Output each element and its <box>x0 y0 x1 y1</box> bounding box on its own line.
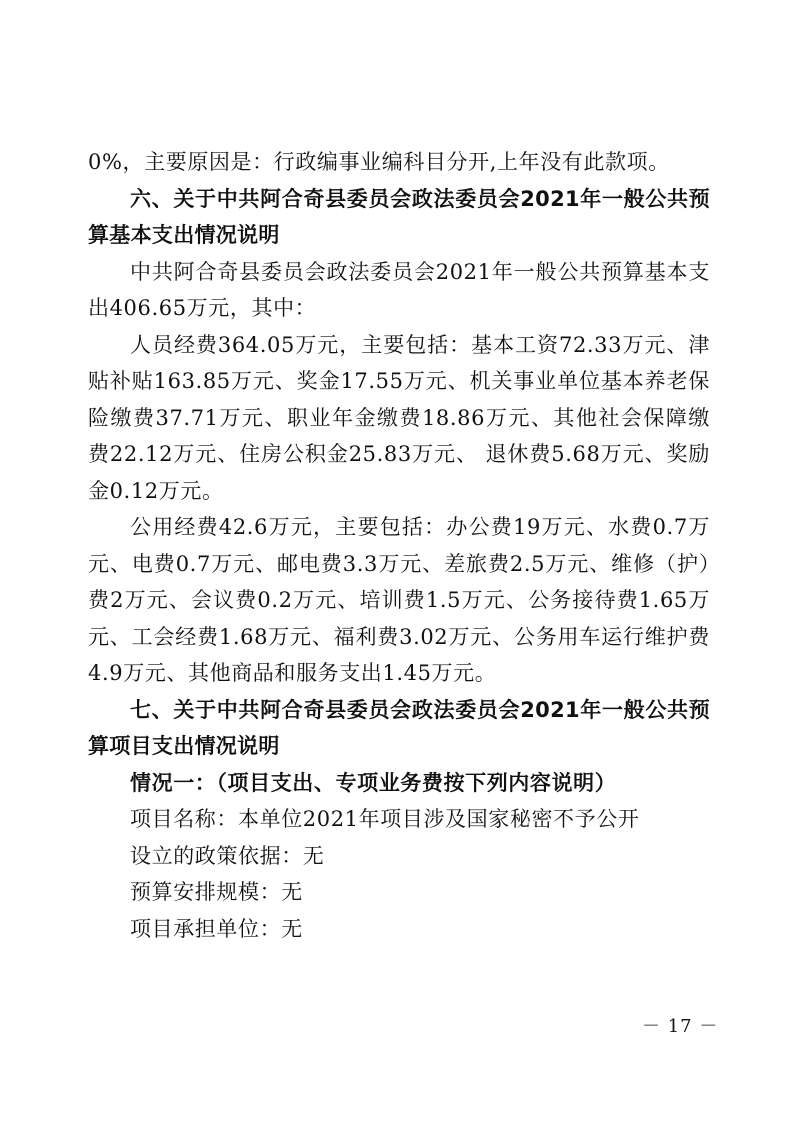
paragraph-personnel-costs: 人员经费364.05万元，主要包括：基本工资72.33万元、津贴补贴163.85万元、奖金17.55万元、机关事业单位基本养老保险缴费37.71万元、职业年金缴费18.86万元、其他社会保障缴费22.12万元、住房公积金25.83万元、 退休费5.68万元、奖励金0.12万元。 <box>88 332 710 503</box>
paragraph-public-costs: 公用经费42.6万元，主要包括：办公费19万元、水费0.7万元、电费0.7万元、邮电费3.3万元、差旅费2.5万元、维修（护）费2万元、会议费0.2万元、培训费1.5万元、公务接待费1.65万元、工会经费1.68万元、福利费3.02万元、公务用车运行维护费4.9万元、其他商品和服务支出1.45万元。 <box>88 515 710 685</box>
policy-basis-line: 设立的政策依据：无 <box>130 843 325 868</box>
paragraph-continuation: 0%，主要原因是：行政编事业编科目分开,上年没有此款项。 <box>88 150 670 174</box>
body-text <box>88 144 710 947</box>
page-number: － 17 － <box>642 1016 719 1037</box>
section-heading-seven: 七、关于中共阿合奇县委员会政法委员会2021年一般公共预算项目支出情况说明 <box>88 697 710 758</box>
undertaking-unit-line: 项目承担单位：无 <box>130 916 303 941</box>
subheading-case-one: 情况一：（项目支出、专项业务费按下列内容说明） <box>130 769 617 795</box>
project-name-line: 项目名称：本单位2021年项目涉及国家秘密不予公开 <box>130 807 640 831</box>
paragraph-basic-expenditure: 中共阿合奇县委员会政法委员会2021年一般公共预算基本支出406.65万元，其中： <box>88 259 710 320</box>
budget-scale-line: 预算安排规模：无 <box>130 880 303 904</box>
section-heading-six: 六、关于中共阿合奇县委员会政法委员会2021年一般公共预算基本支出情况说明 <box>88 186 710 247</box>
